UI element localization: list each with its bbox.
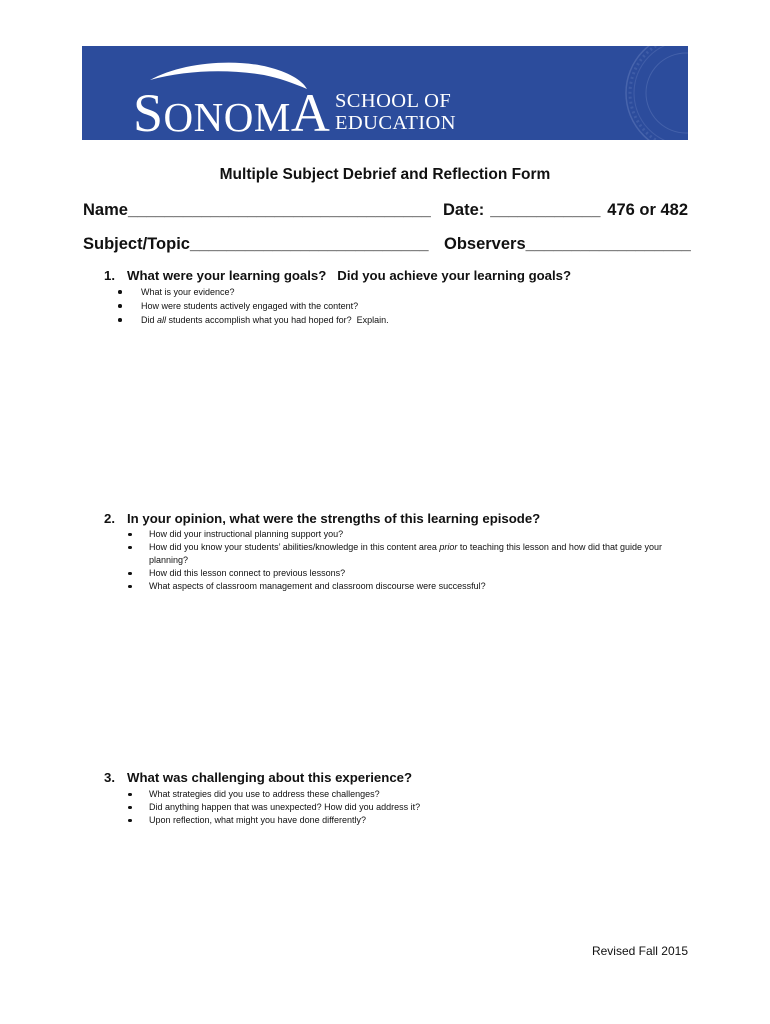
bullet-icon [118, 304, 122, 308]
prompt-text: How were students actively engaged with the content? [141, 301, 359, 311]
school-banner [82, 46, 688, 140]
logo-letter: O [223, 94, 254, 140]
logo-letter: M [253, 94, 291, 140]
logo-letter: S [133, 83, 164, 140]
prompt-text: Upon reflection, what might you have done differently? [149, 815, 366, 825]
logo-school-line2: EDUCATION [335, 112, 456, 134]
list-item [0, 788, 770, 801]
prompt-text-before: How did you know your students’ abilities/knowledge in this content area [149, 542, 440, 552]
subject-field [83, 233, 429, 255]
list-item [0, 567, 770, 580]
date-field [443, 199, 600, 221]
bullet-icon [128, 793, 132, 797]
question-2-prompts [0, 528, 770, 593]
question-2-text: In your opinion, what were the strengths of this learning episode? [127, 511, 541, 526]
prompt-text: How did your instructional planning support you? [149, 529, 344, 539]
list-item [0, 814, 770, 827]
list-item [0, 285, 770, 299]
question-3-text: What was challenging about this experience? [127, 770, 413, 785]
question-2-number: 2. [104, 511, 115, 526]
bullet-icon [118, 290, 122, 294]
prompt-text-after: to teaching this lesson and how did that guide your planning? [149, 542, 665, 565]
question-3-prompts [0, 788, 770, 827]
seal-watermark [626, 46, 688, 140]
question-1-prompts [0, 285, 770, 327]
name-field [83, 199, 431, 221]
revision-note: Revised Fall 2015 [591, 944, 688, 958]
prompt-text [141, 313, 681, 327]
prompt-text-after: students accomplish what you had hoped for? Explain. [166, 315, 389, 325]
prompt-text [149, 541, 686, 567]
list-item [0, 299, 770, 313]
prompt-text: What is your evidence? [141, 287, 235, 297]
question-1-number: 1. [104, 268, 115, 283]
question-3-number: 3. [104, 770, 115, 785]
prompt-text: What strategies did you use to address these challenges? [149, 789, 380, 799]
prompt-text: Did anything happen that was unexpected? How did you address it? [149, 802, 421, 812]
name-blank-line: _________________________________ [127, 201, 431, 219]
list-item [0, 541, 770, 567]
prompt-emphasis: prior [439, 542, 458, 552]
list-item [0, 580, 770, 593]
logo-letter: A [290, 83, 331, 140]
bullet-icon [128, 546, 132, 550]
bullet-icon [128, 585, 132, 589]
subject-blank-line: __________________________ [189, 235, 429, 253]
logo-wordmark [133, 83, 331, 140]
form-title: Multiple Subject Debrief and Reflection Form [219, 166, 551, 183]
bullet-icon [128, 533, 132, 537]
observers-field [444, 233, 691, 255]
logo-letter: O [163, 94, 194, 140]
name-label: Name [83, 201, 128, 219]
logo-letter: N [193, 94, 224, 140]
bullet-icon [118, 318, 122, 322]
date-blank-line: ____________ [490, 201, 601, 219]
prompt-text: What aspects of classroom management and classroom discourse were successful? [149, 581, 486, 591]
prompt-text-before: Did [141, 315, 158, 325]
date-label: Date: [443, 201, 485, 219]
observers-label: Observers [444, 235, 526, 253]
subject-label: Subject/Topic [83, 235, 190, 253]
list-item [0, 801, 770, 814]
prompt-emphasis: all [157, 315, 167, 325]
list-item [0, 313, 770, 327]
logo-school-line1: SCHOOL OF [335, 90, 452, 112]
list-item [0, 528, 770, 541]
bullet-icon [128, 806, 132, 810]
observers-blank-line: __________________ [525, 235, 691, 253]
bullet-icon [128, 572, 132, 576]
course-options: 476 or 482 [607, 201, 688, 219]
prompt-text: How did this lesson connect to previous lessons? [149, 568, 346, 578]
question-1-text: What were your learning goals? Did you achieve your learning goals? [127, 268, 572, 283]
bullet-icon [128, 819, 132, 823]
